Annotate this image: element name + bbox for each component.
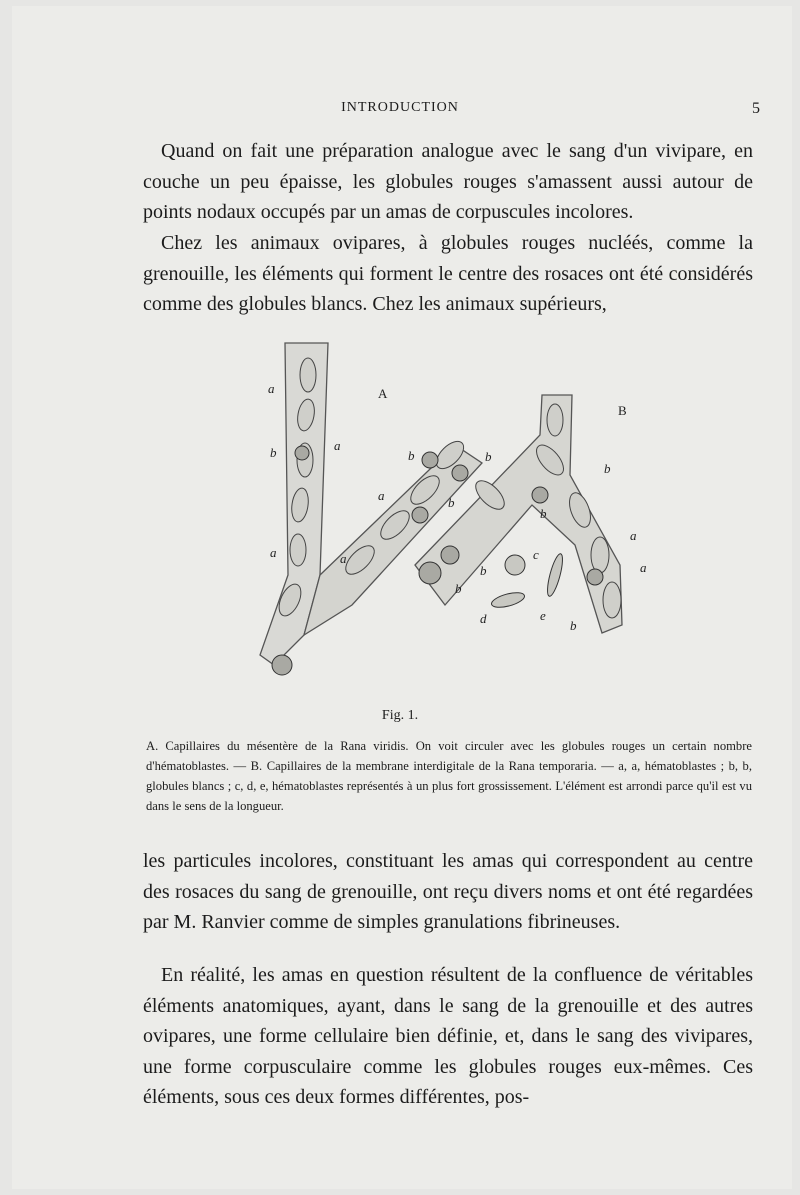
cell-letter: b [540, 506, 547, 521]
cell-letter: a [268, 381, 275, 396]
cell-letter: a [630, 528, 637, 543]
running-title: INTRODUCTION [341, 100, 459, 115]
cell-letter: b [270, 445, 277, 460]
paragraph-1: Quand on fait une préparation analogue avec le sang d'un vivipare, en couche un peu épaisse, les globules rouges s'amassent aussi autour de points nodaux occupés par un amas de corpuscules incolores. [143, 140, 753, 223]
figure-caption: A. Capillaires du mésentère de la Rana viridis. On voit circuler avec les globules rouges un certain nombre d'hématoblastes. — B. Capillaires de la membrane interdigitale de la Rana temporaria. — a, a, hématoblastes ; b, b, globules blancs ; c, d, e, hématoblastes représentés à un plus fort grossissement. L'élément est arrondi parce qu'il est vu dans le sens de la longueur. [146, 739, 752, 813]
cell-letter: a [640, 560, 647, 575]
cell-letter: b [485, 449, 492, 464]
page-number: 5 [752, 100, 760, 117]
hematoblasts-detail [490, 552, 565, 610]
paragraph-3: les particules incolores, constituant les amas qui correspondent au centre des rosaces du sang de grenouille, ont reçu divers noms et ont été regardées par M. Ranvier comme de simples granulations fibrineuses. [143, 850, 753, 933]
cell-letter: b [455, 581, 462, 596]
paragraph-2: Chez les animaux ovipares, à globules rouges nucléés, comme la grenouille, les éléments qui forment le centre des rosaces ont été considérés comme des globules blancs. Chez les animaux supérieurs, [143, 232, 753, 315]
cell-letter: a [340, 551, 347, 566]
paragraph-4: En réalité, les amas en question résultent de la confluence de véritables éléments anatomiques, ayant, dans le sang de la grenouille et des autres ovipares, une forme cellulaire bien définie, et, dans le sang des vivipares, une forme corpusculaire comme les globules rouges eux-mêmes. Ces éléments, sous ces deux formes différentes, pos- [143, 964, 753, 1108]
cell-letter: b [408, 448, 415, 463]
panel-label-a: A [378, 386, 388, 401]
cell-letter: a [378, 488, 385, 503]
capillary-illustration [250, 335, 670, 695]
cell-letter: b [570, 618, 577, 633]
page-header [0, 100, 800, 120]
cell-letter: b [448, 495, 455, 510]
cell-letter: c [533, 547, 539, 562]
cell-letter: d [480, 611, 487, 626]
panel-label-b: B [618, 403, 627, 418]
figure-number: Fig. 1. [381, 708, 419, 723]
cell-letter: b [480, 563, 487, 578]
cell-letter: e [540, 608, 546, 623]
cell-letter: a [334, 438, 341, 453]
cell-letter: b [604, 461, 611, 476]
cell-letter: a [270, 545, 277, 560]
